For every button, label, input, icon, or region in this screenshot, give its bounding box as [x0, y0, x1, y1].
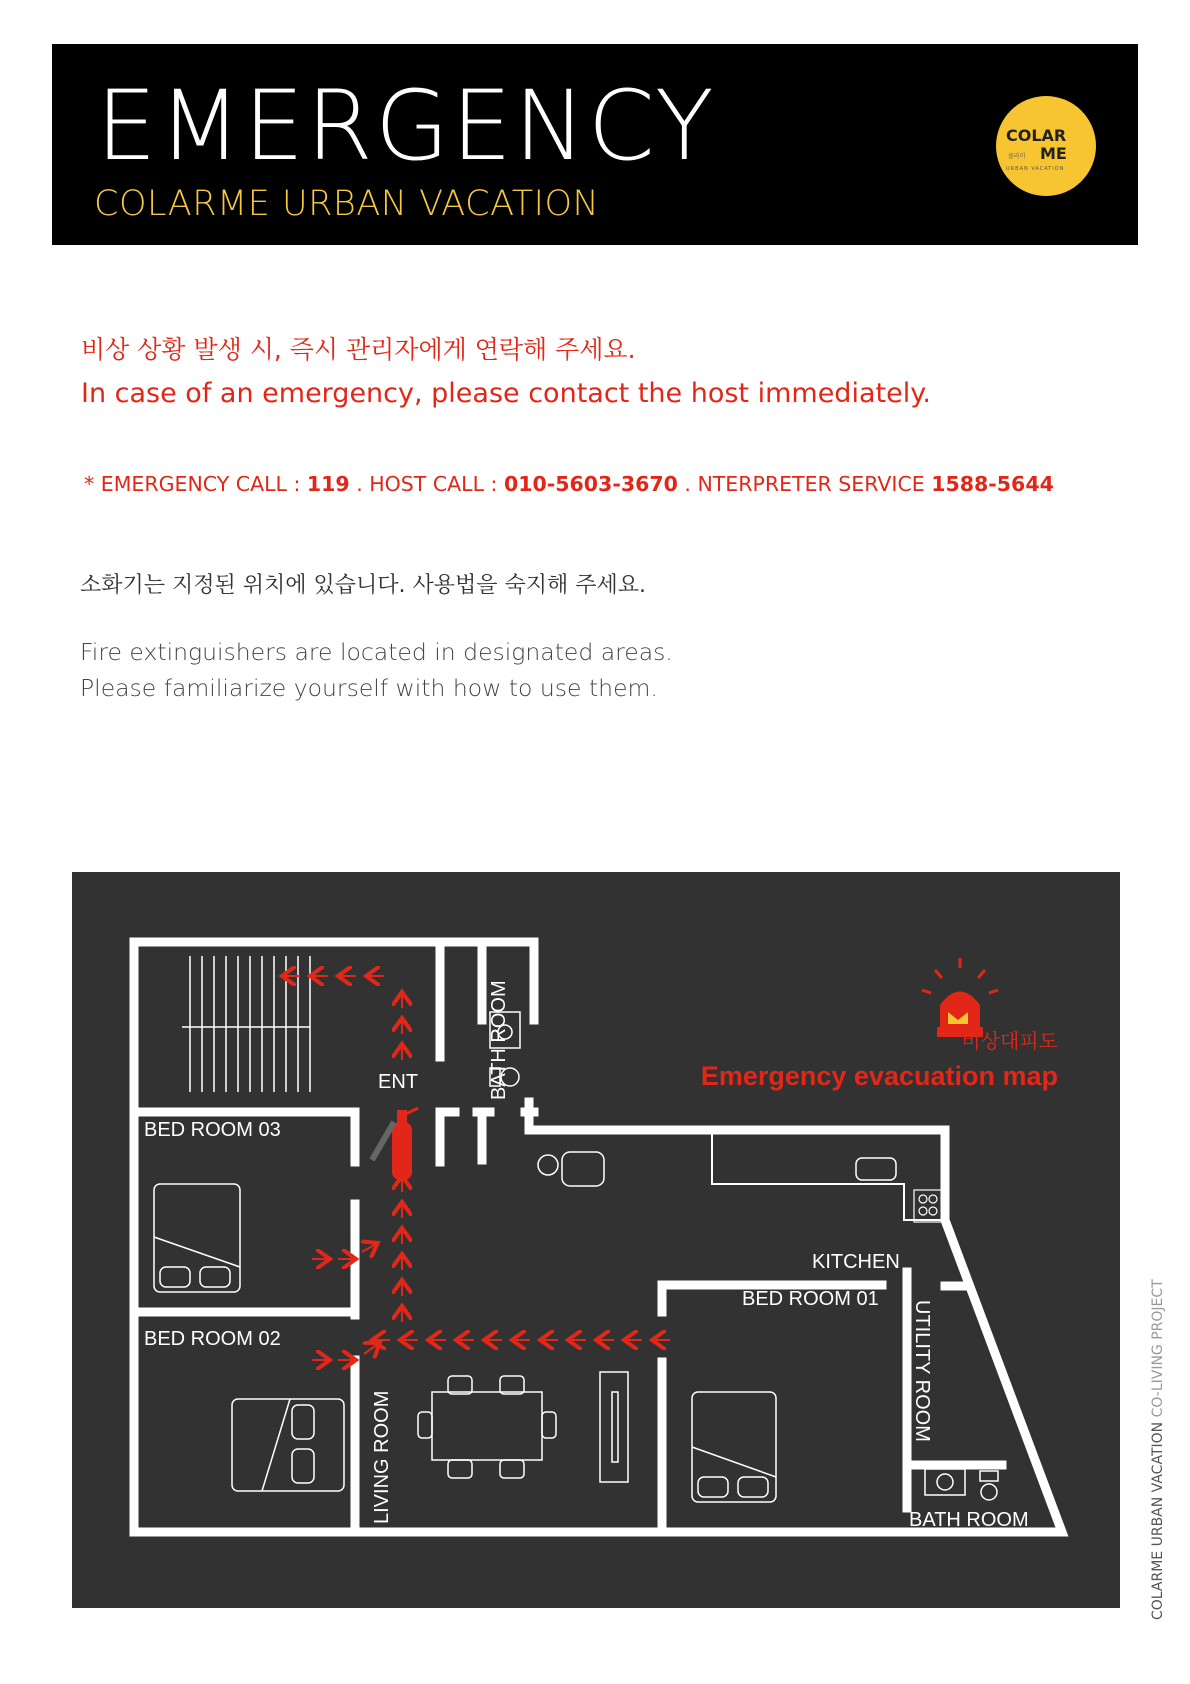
- sink-icon: [856, 1158, 896, 1180]
- label-bed-room-02: BED ROOM 02: [144, 1328, 281, 1350]
- side-caption-bold: COLARME URBAN VACATION: [1150, 1421, 1166, 1620]
- bed-icon: [154, 1184, 240, 1292]
- side-caption: [1150, 1279, 1166, 1620]
- fire-notice-english-line1: Fire extinguishers are located in designated areas.: [80, 638, 673, 666]
- bed-icon: [232, 1399, 344, 1491]
- fire-notice-english-line2: Please familiarize yourself with how to use them.: [80, 674, 658, 702]
- label-living-room: LIVING ROOM: [371, 1390, 393, 1524]
- evacuation-route: [284, 976, 670, 1360]
- evacuation-map: [72, 872, 1120, 1608]
- label-bed-room-03: BED ROOM 03: [144, 1119, 281, 1141]
- fire-notice-korean: 소화기는 지정된 위치에 있습니다. 사용법을 숙지해 주세요.: [80, 573, 646, 598]
- label-utility-room: UTILITY ROOM: [911, 1300, 933, 1442]
- toilet-icon: [980, 1471, 998, 1500]
- page-title: EMERGENCY: [96, 70, 716, 182]
- notice-english: In case of an emergency, please contact the host immediately.: [81, 378, 931, 409]
- host-call-label: . HOST CALL :: [349, 472, 504, 496]
- bed-icon: [692, 1392, 776, 1502]
- host-call-number: 010-5603-3670: [503, 472, 678, 496]
- emergency-call-label: * EMERGENCY CALL :: [84, 472, 307, 496]
- header-banner: [52, 44, 1138, 245]
- logo-text-colar: COLAR: [1006, 126, 1067, 145]
- dining-table-icon: [418, 1376, 556, 1478]
- stove-icon: [914, 1190, 942, 1222]
- label-entrance: ENT: [378, 1071, 418, 1093]
- sink-icon: [925, 1469, 965, 1495]
- map-title-english: Emergency evacuation map: [700, 1061, 1058, 1091]
- notice-korean: 비상 상황 발생 시, 즉시 관리자에게 연락해 주세요.: [81, 335, 636, 364]
- floor-plan: [72, 872, 1120, 1608]
- page-subtitle: COLARME URBAN VACATION: [94, 184, 600, 224]
- side-caption-light: CO-LIVING PROJECT: [1150, 1279, 1166, 1422]
- emergency-calls: [84, 472, 1054, 496]
- label-kitchen: KITCHEN: [812, 1251, 900, 1273]
- lounge-chair-icon: [538, 1152, 604, 1186]
- emergency-call-number: 119: [306, 472, 350, 496]
- colarme-logo: [996, 96, 1096, 196]
- interpreter-number: 1588-5644: [931, 472, 1054, 496]
- label-bath-room-bottom: BATH ROOM: [909, 1509, 1029, 1531]
- logo-text-korean: 콜라미: [1008, 153, 1026, 160]
- label-bed-room-01: BED ROOM 01: [742, 1288, 879, 1310]
- map-title-korean: 비상대피도: [961, 1031, 1058, 1053]
- logo-text-me: ME: [1040, 144, 1067, 163]
- interpreter-label: . NTERPRETER SERVICE: [677, 472, 932, 496]
- cabinet-icon: [600, 1372, 628, 1482]
- walls: [134, 942, 1062, 1532]
- label-bath-room-top: BATH ROOM: [488, 980, 510, 1100]
- logo-text-tagline: URBAN VACATION: [1006, 166, 1065, 172]
- fire-extinguisher-icon: [372, 1108, 418, 1180]
